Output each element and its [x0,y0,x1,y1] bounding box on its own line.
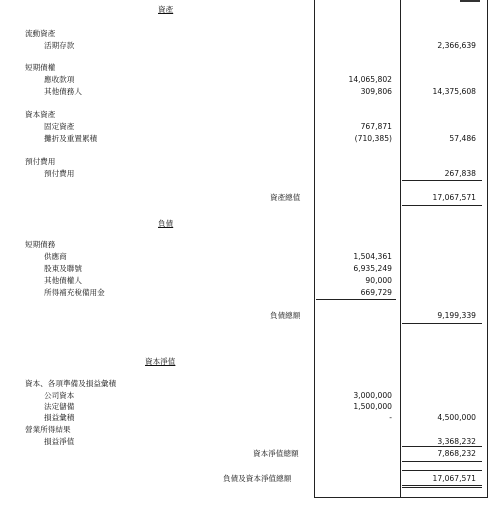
liabilities-subtotal-rule [316,299,396,300]
line-item-label: 其他債務人 [44,87,82,96]
line-item-value: 14,375,608 [432,87,476,96]
bottom-border [314,497,487,498]
line-item-label: 公司資本 [44,391,75,400]
line-item-subtotal: - [389,413,392,422]
line-item-label: 其他債權人 [44,276,82,285]
grand-total-label: 負債及資本淨值總額 [223,474,292,483]
liabilities-total-label: 負債總額 [270,311,301,320]
line-item-value: 57,486 [449,134,476,143]
liabilities-total-value: 9,199,339 [437,311,476,320]
column-divider-left [314,0,315,498]
short-term-claims-label: 短期債權 [25,63,56,72]
assets-total-rule [402,205,482,206]
grand-total-top-rule [402,470,482,471]
short-term-debt-label: 短期債務 [25,240,56,249]
corner-mark [460,0,480,2]
assets-total-label: 資產總值 [270,193,301,202]
line-item-label: 所得補充稅備用金 [44,288,105,297]
line-item-subtotal: 3,000,000 [353,391,392,400]
equity-subtotal-rule [402,446,482,447]
equity-heading: 資本淨值 [145,357,176,366]
grand-total-rule-2 [402,487,482,488]
line-item-label: 損益淨值 [44,437,75,446]
line-item-label: 預付費用 [44,169,75,178]
line-item-label: 法定儲備 [44,402,75,411]
line-item-subtotal: 1,500,000 [353,402,392,411]
assets-subtotal-rule [402,180,482,181]
line-item-value: 267,838 [444,169,476,178]
capital-assets-label: 資本資產 [25,110,56,119]
line-item-label: 活期存款 [44,41,75,50]
assets-heading: 資產 [158,5,174,14]
line-item-value: 2,366,639 [437,41,476,50]
line-item-value: 4,500,000 [437,413,476,422]
equity-total-rule [402,461,482,462]
column-divider-middle [400,0,401,498]
line-item-value: 3,368,232 [437,437,476,446]
grand-total-value: 17,067,571 [432,474,476,483]
line-item-subtotal: 767,871 [360,122,392,131]
line-item-label: 供應商 [44,252,67,261]
line-item-subtotal: 14,065,802 [348,75,392,84]
liabilities-heading: 負債 [158,219,174,228]
line-item-label: 股東及聯號 [44,264,82,273]
liabilities-total-rule [402,323,482,324]
grand-total-rule-1 [402,485,482,486]
line-item-subtotal: 6,935,249 [353,264,392,273]
line-item-subtotal: 309,806 [360,87,392,96]
line-item-label: 損益彙積 [44,413,75,422]
column-divider-right [487,0,488,498]
line-item-subtotal: (710,385) [354,134,392,143]
line-item-subtotal: 1,504,361 [353,252,392,261]
line-item-label: 應收款項 [44,75,75,84]
capital-group-label: 資本、各項準備及損益彙積 [25,379,117,388]
current-assets-label: 流動資產 [25,29,56,38]
line-item-subtotal: 90,000 [365,276,392,285]
prepaid-label: 預付費用 [25,157,56,166]
equity-total-value: 7,868,232 [437,449,476,458]
line-item-subtotal: 669,729 [360,288,392,297]
equity-total-label: 資本淨值總額 [253,449,299,458]
operating-result-label: 營業所得結果 [25,425,71,434]
line-item-label: 固定資產 [44,122,75,131]
assets-total-value: 17,067,571 [432,193,476,202]
balance-sheet [16,0,488,498]
line-item-label: 攤折及重置累積 [44,134,98,143]
